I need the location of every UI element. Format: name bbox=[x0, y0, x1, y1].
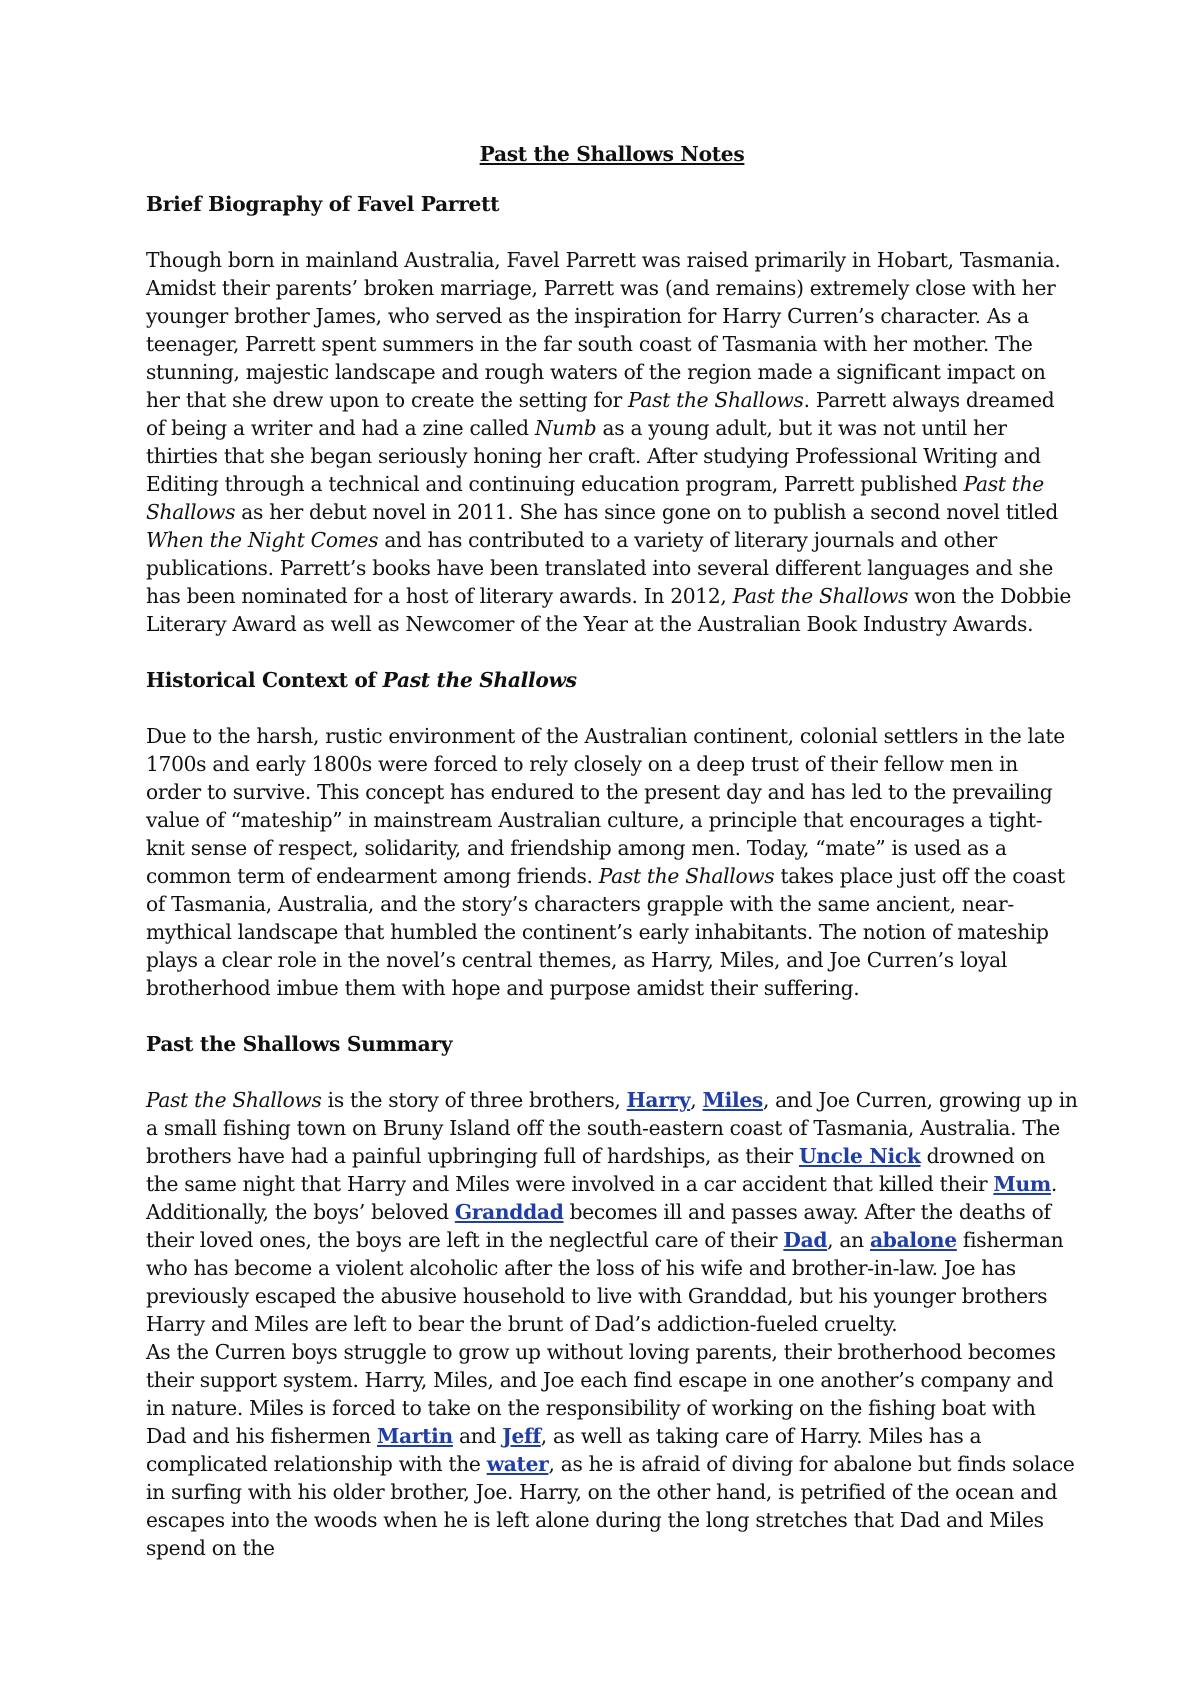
summary-text: and bbox=[452, 1424, 503, 1448]
context-heading-italic: Past the Shallows bbox=[382, 668, 577, 692]
summary-text: is the story of three brothers, bbox=[321, 1088, 627, 1112]
link-martin[interactable]: Martin bbox=[376, 1424, 453, 1448]
link-uncle-nick[interactable]: Uncle Nick bbox=[798, 1144, 921, 1168]
biography-text: Though born in mainland Australia, Favel Parrett was raised primarily in Hobart, Tasmania. Amidst their parents’ broken marriage, Parrett was (and remains) extremely close with her younger brother James, who served as the inspiration for Harry Curren’s character. As a teenager, Parrett spent summers in the far south coast of Tasmania with her mother. The stunning, majestic landscape and rough waters of the region made a significant impact on her that she drew upon to create the setting for bbox=[146, 248, 1061, 412]
biography-text: and has contributed to a variety of literary journals and other publications. Parrett’s books have been translated into several different languages and she has been nominated for a host of literary awards. In 2012, bbox=[146, 528, 1053, 608]
link-granddad[interactable]: Granddad bbox=[454, 1200, 564, 1224]
document-title: Past the Shallows Notes bbox=[479, 142, 745, 166]
context-text: takes place just off the coast of Tasmania, Australia, and the story’s characters grapple with the same ancient, near-mythical landscape that humbled the continent’s early inhabitants. The notion of mateship plays a clear role in the novel’s central themes, as Harry, Miles, and Joe Curren’s loyal brotherhood imbue them with hope and purpose amidst their suffering. bbox=[146, 864, 1065, 1000]
summary-text: drowned on the same night that Harry and Miles were involved in a car accident that killed their bbox=[146, 1144, 1046, 1196]
summary-text: , and Joe Curren, growing up in a small fishing town on Bruny Island off the south-eastern coast of Tasmania, Australia. The brothers have had a painful upbringing full of hardships, as their bbox=[146, 1088, 1078, 1168]
summary-text: becomes ill and passes away. After the deaths of their loved ones, the boys are left in the neglectful care of their bbox=[146, 1200, 1051, 1252]
summary-text: fisherman who has become a violent alcoholic after the loss of his wife and brother-in-law. Joe has previously escaped the abusive household to live with Granddad, but his younger brothers Harry and Miles are left to bear the brunt of Dad’s addiction-fueled cruelty. bbox=[146, 1228, 1064, 1336]
summary-text: As the Curren boys struggle to grow up without loving parents, their brotherhood becomes their support system. Harry, Miles, and Joe each find escape in one another’s company and in nature. Miles is forced to take on the responsibility of working on the fishing boat with Dad and his fishermen bbox=[146, 1340, 1056, 1448]
summary-text: , an bbox=[827, 1228, 870, 1252]
link-harry[interactable]: Harry bbox=[626, 1088, 691, 1112]
summary-text: , as well as taking care of Harry. Miles has a complicated relationship with the bbox=[146, 1424, 982, 1476]
context-text: Due to the harsh, rustic environment of the Australian continent, colonial settlers in the late 1700s and early 1800s were forced to rely closely on a deep trust of their fellow men in order to survive. This concept has endured to the present day and has led to the prevailing value of “mateship” in mainstream Australian culture, a principle that encourages a tight-knit sense of respect, solidarity, and friendship among men. Today, “mate” is used as a common term of endearment among friends. bbox=[146, 724, 1065, 888]
book-title-italic: Past the Shallows bbox=[146, 1088, 322, 1112]
biography-text: . Parrett always dreamed of being a writer and had a zine called bbox=[146, 388, 1055, 440]
link-dad[interactable]: Dad bbox=[783, 1228, 828, 1252]
book-title-italic: Past the Shallows bbox=[628, 388, 804, 412]
summary-text: , as he is afraid of diving for abalone but finds solace in surfing with his older brother, Joe. Harry, on the other hand, is petrified of the ocean and escapes into the woods when he is left alone during the long stretches that Dad and Miles spend on the bbox=[146, 1452, 1075, 1560]
book-title-italic: Past the Shallows bbox=[732, 584, 909, 608]
biography-text: won the Dobbie Literary Award as well as Newcomer of the Year at the Australian Book Industry Awards. bbox=[146, 584, 1072, 636]
link-jeff[interactable]: Jeff bbox=[502, 1424, 541, 1448]
document-body bbox=[146, 140, 1078, 1562]
book-title-italic: Past the Shallows bbox=[598, 864, 775, 888]
context-heading bbox=[146, 666, 1078, 694]
zine-title-italic: Numb bbox=[534, 416, 597, 440]
biography-paragraph bbox=[146, 246, 1078, 638]
biography-heading: Brief Biography of Favel Parrett bbox=[146, 192, 500, 216]
summary-paragraph-1 bbox=[146, 1086, 1078, 1338]
summary-paragraph-2 bbox=[146, 1338, 1078, 1562]
link-miles[interactable]: Miles bbox=[702, 1088, 763, 1112]
summary-heading: Past the Shallows Summary bbox=[146, 1032, 453, 1056]
link-abalone[interactable]: abalone bbox=[869, 1228, 957, 1252]
book-title-italic: Past the Shallows bbox=[146, 472, 1044, 524]
link-mum[interactable]: Mum bbox=[993, 1172, 1051, 1196]
context-paragraph bbox=[146, 722, 1078, 1002]
biography-text: as a young adult, but it was not until her thirties that she began seriously honing her craft. After studying Professional Writing and Editing through a technical and continuing education program, Parrett published bbox=[146, 416, 1041, 496]
biography-text: as her debut novel in 2011. She has since gone on to publish a second novel titled bbox=[235, 500, 1059, 524]
summary-text: , bbox=[690, 1088, 703, 1112]
book-title-italic: When the Night Comes bbox=[146, 528, 379, 552]
summary-text: . Additionally, the boys’ beloved bbox=[146, 1172, 1058, 1224]
link-water[interactable]: water bbox=[486, 1452, 549, 1476]
context-heading-text: Historical Context of bbox=[146, 668, 383, 692]
